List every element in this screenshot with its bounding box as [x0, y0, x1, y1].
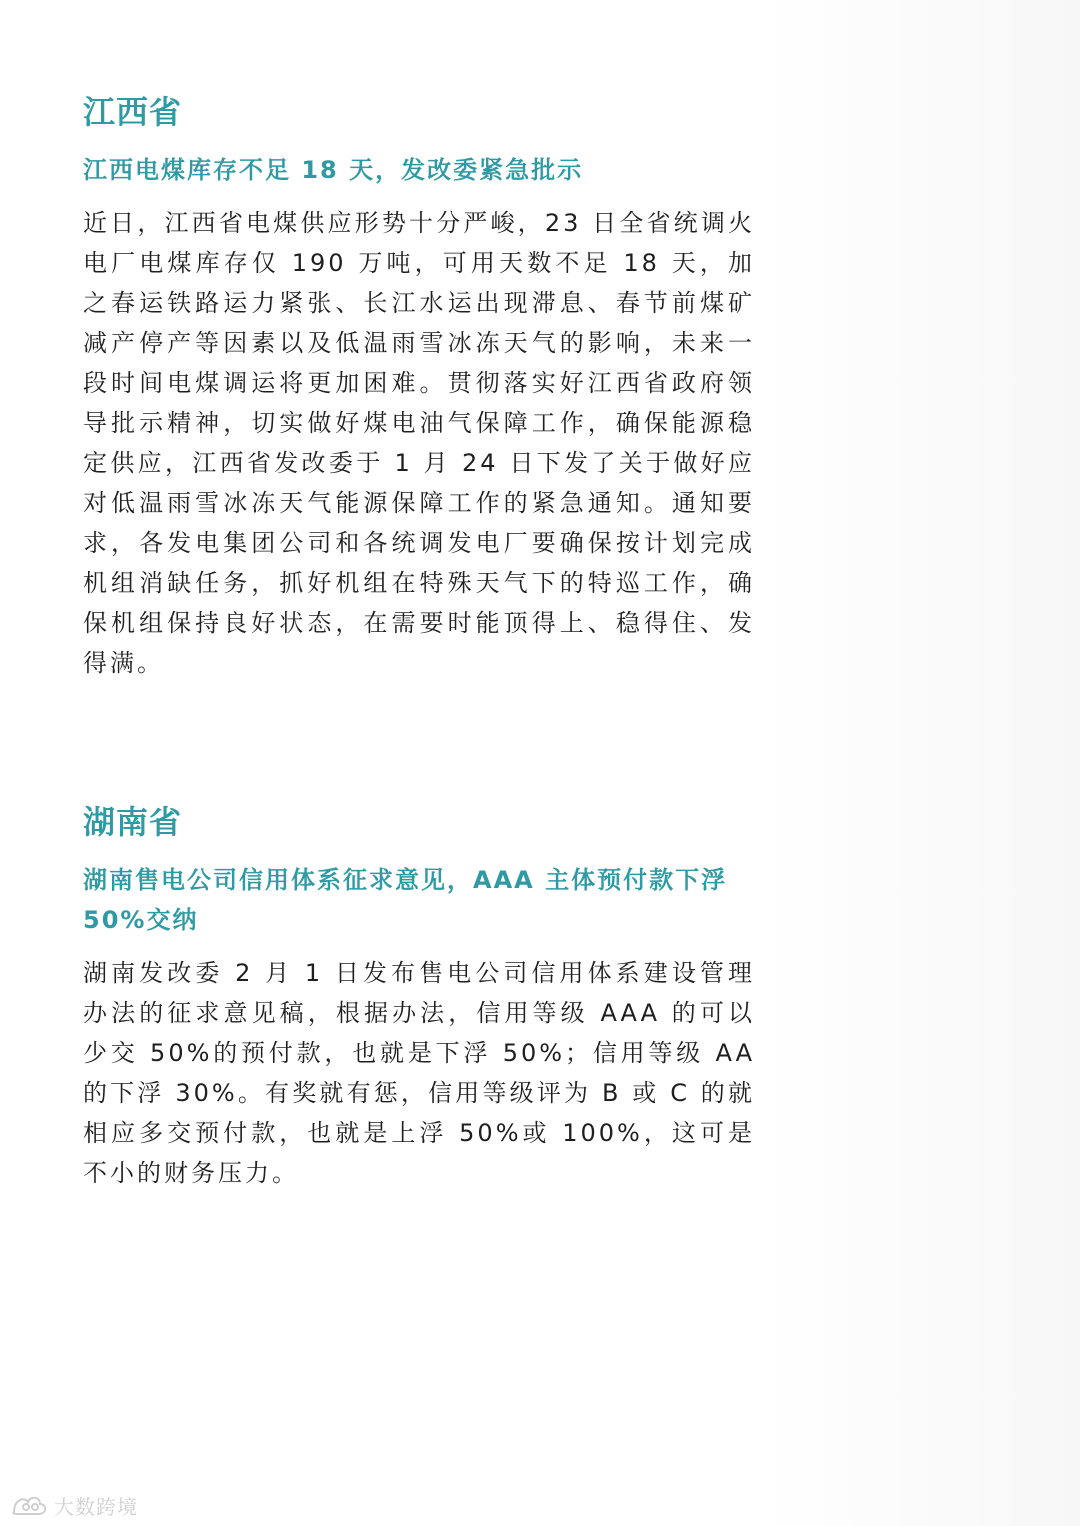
article-body: 近日，江西省电煤供应形势十分严峻，23 日全省统调火电厂电煤库存仅 190 万吨，可用天数不足 18 天，加之春运铁路运力紧张、长江水运出现滞息、春节前煤矿减产停产等因素以及低温雨雪冰冻天气的影响，未来一段时间电煤调运将更加困难。贯彻落实好江西省政府领导批示精神，切实做好煤电油气保障工作，确保能源稳定供应，江西省发改委于 1 月 24 日下发了关于做好应对低温雨雪冰冻天气能源保障工作的紧急通知。通知要求，各发电集团公司和各统调发电厂要确保按计划完成机组消缺任务，抓好机组在特殊天气下的特巡工作，确保机组保持良好状态，在需要时能顶得上、稳得住、发得满。	[83, 209, 755, 677]
section-hunan	[83, 802, 755, 1193]
article-headline: 江西电煤库存不足 18 天，发改委紧急批示	[83, 156, 584, 184]
section-jiangxi	[83, 92, 755, 683]
article-body: 湖南发改委 2 月 1 日发布售电公司信用体系建设管理办法的征求意见稿，根据办法，信用等级 AAA 的可以少交 50%的预付款，也就是下浮 50%；信用等级 AA 的下浮 30%。有奖就有惩，信用等级评为 B 或 C 的就相应多交预付款，也就是上浮 50%或 100%，这可是不小的财务压力。	[83, 959, 755, 1187]
article-headline: 湖南售电公司信用体系征求意见，AAA 主体预付款下浮 50%交纳	[83, 866, 728, 934]
page-gutter	[760, 0, 1080, 1526]
watermark-text: 大数跨境	[54, 1495, 138, 1519]
province-title: 湖南省	[83, 803, 183, 841]
province-title: 江西省	[83, 93, 183, 131]
brand-logo-icon	[10, 1492, 50, 1520]
watermark	[10, 1491, 138, 1520]
